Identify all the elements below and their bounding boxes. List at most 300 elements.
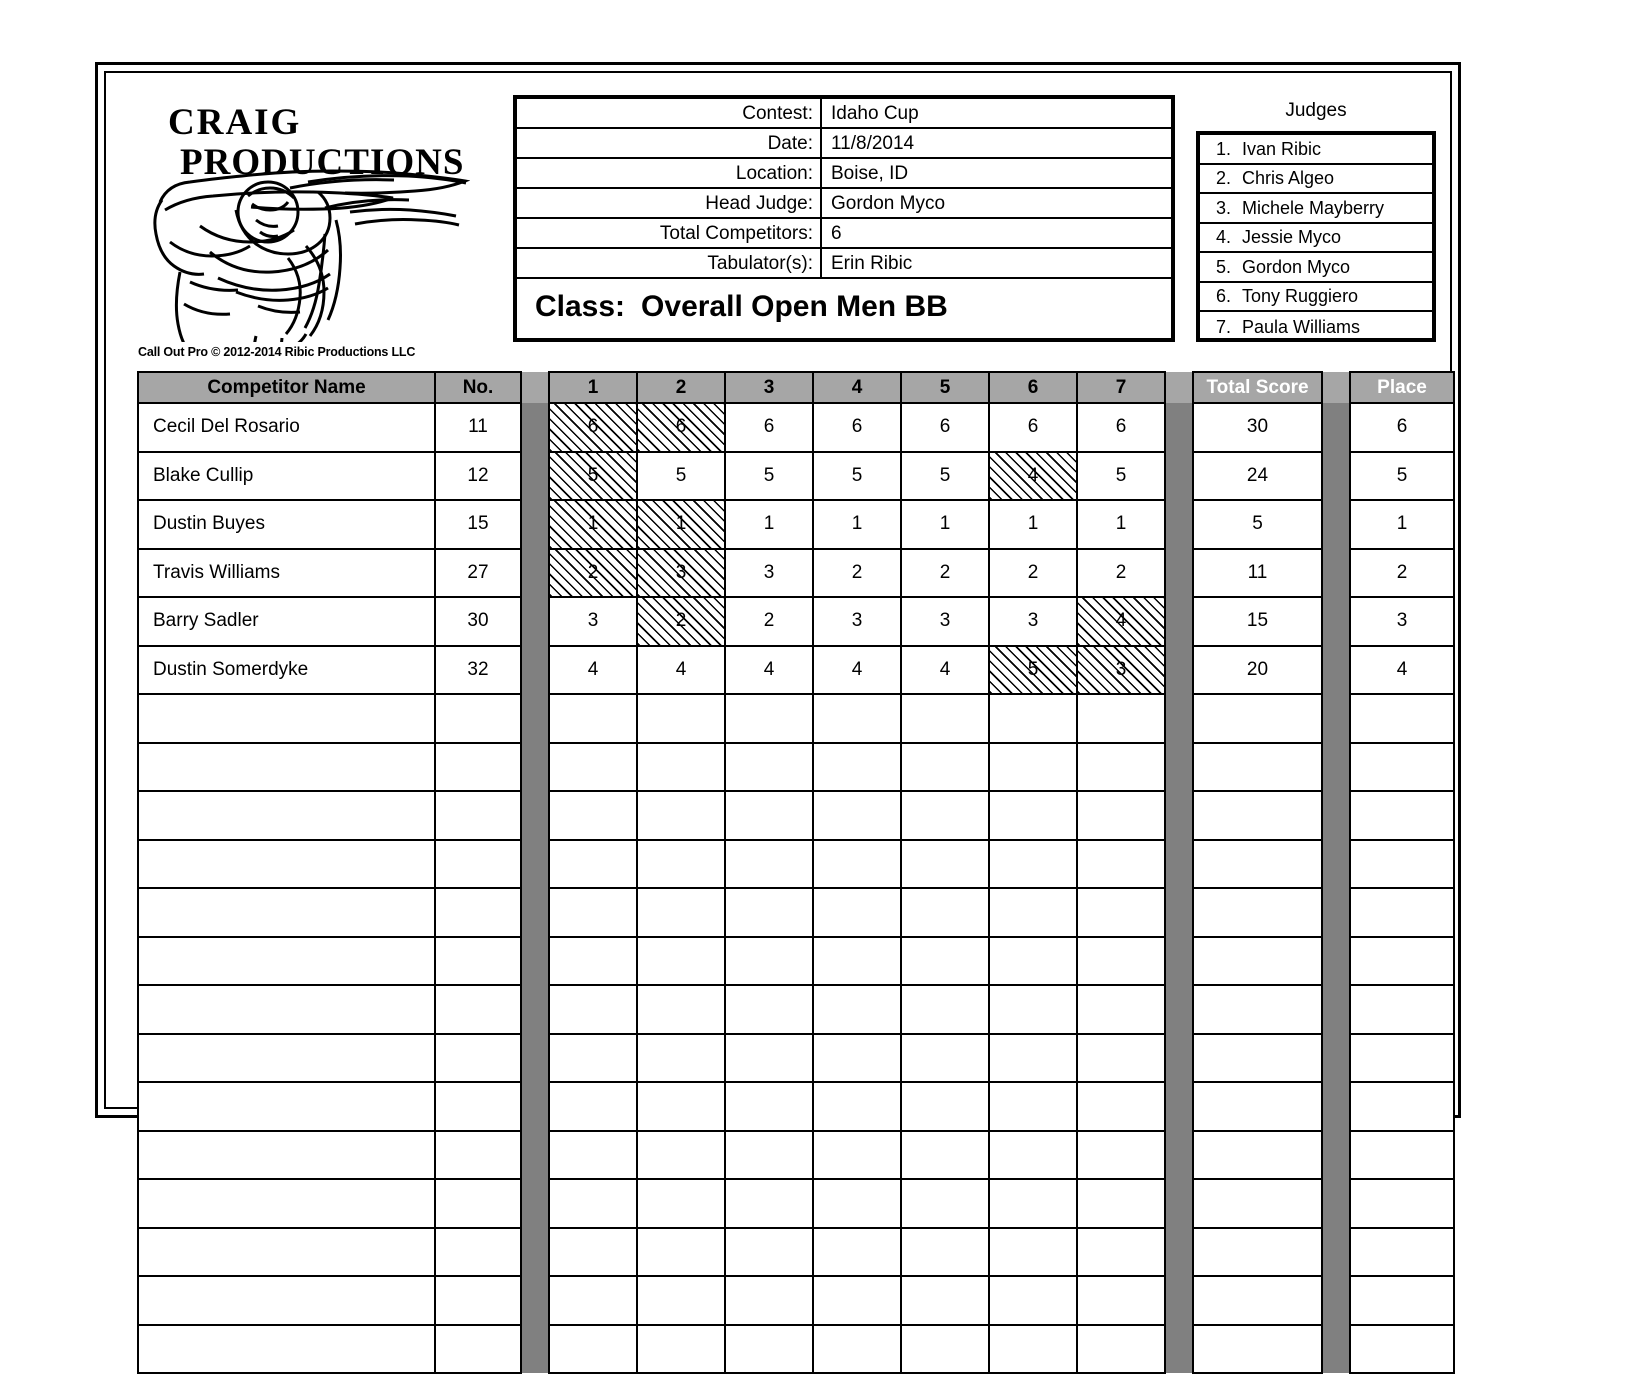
row-separator-mid [1165,1131,1193,1180]
cell-judge-score-2: 4 [637,646,725,695]
row-separator-mid [1165,985,1193,1034]
row-separator-mid [1165,597,1193,646]
cell-judge-score-4-empty [813,1179,901,1228]
cell-place: 3 [1350,597,1454,646]
info-value-tabulators: Erin Ribic [831,252,913,274]
cell-judge-score-7: 2 [1077,549,1165,598]
judges-title: Judges [1285,100,1347,121]
row-separator-left [521,1034,549,1083]
cell-total-score-empty [1193,840,1322,889]
cell-judge-score-6-empty [989,1276,1077,1325]
row-separator-mid [1165,791,1193,840]
cell-place-empty [1350,888,1454,937]
row-separator-left [521,1082,549,1131]
row-separator-left [521,597,549,646]
cell-judge-score-4: 5 [813,452,901,501]
cell-judge-score-2-dropped: 1 [637,500,725,549]
cell-competitor-name: Dustin Buyes [138,500,435,549]
table-row [138,597,1454,646]
judge-item-2 [1200,165,1432,195]
header-judge-7: 7 [1077,372,1165,403]
cell-total-score: 5 [1193,500,1322,549]
cell-judge-score-6: 2 [989,549,1077,598]
info-value-date: 11/8/2014 [831,132,915,154]
table-row-empty [138,840,1454,889]
info-label-contest: Contest: [517,99,822,127]
cell-judge-score-6-empty [989,1034,1077,1083]
row-separator-right [1322,1325,1350,1374]
judge-number-4: 4. [1216,227,1232,248]
info-label-location: Location: [517,159,822,187]
judge-item-6 [1200,283,1432,313]
cell-competitor-name-empty [138,937,435,986]
cell-competitor-number: 15 [435,500,521,549]
cell-place-empty [1350,694,1454,743]
row-separator-mid [1165,1325,1193,1374]
header-place: Place [1350,372,1454,403]
info-label-total-competitors: Total Competitors: [517,219,822,247]
judge-item-4 [1200,224,1432,254]
cell-competitor-name-empty [138,840,435,889]
cell-judge-score-2-empty [637,985,725,1034]
cell-competitor-name: Travis Williams [138,549,435,598]
cell-judge-score-4-empty [813,1082,901,1131]
cell-judge-score-7-empty [1077,743,1165,792]
row-separator-mid [1165,1082,1193,1131]
cell-competitor-number-empty [435,1131,521,1180]
cell-judge-score-3-empty [725,888,813,937]
cell-judge-score-1-empty [549,1034,637,1083]
svg-text:PRODUCTIONS: PRODUCTIONS [180,142,465,183]
info-label-head-judge: Head Judge: [517,189,822,217]
cell-place: 6 [1350,403,1454,452]
judge-name-2: Chris Algeo [1242,168,1335,189]
row-separator-right [1322,743,1350,792]
cell-judge-score-1-empty [549,1325,637,1374]
cell-judge-score-1-empty [549,985,637,1034]
cell-judge-score-6-empty [989,743,1077,792]
table-row-empty [138,1325,1454,1374]
cell-judge-score-5: 3 [901,597,989,646]
cell-place-empty [1350,1131,1454,1180]
cell-total-score-empty [1193,1082,1322,1131]
cell-judge-score-6-empty [989,694,1077,743]
cell-competitor-number-empty [435,743,521,792]
cell-judge-score-3-empty [725,1276,813,1325]
table-row [138,500,1454,549]
cell-judge-score-2-empty [637,1131,725,1180]
cell-judge-score-1-empty [549,1179,637,1228]
cell-judge-score-7-empty [1077,985,1165,1034]
cell-total-score-empty [1193,1179,1322,1228]
cell-judge-score-4-empty [813,985,901,1034]
cell-place-empty [1350,840,1454,889]
cell-competitor-name-empty [138,743,435,792]
table-row-empty [138,1228,1454,1277]
cell-judge-score-6-empty [989,1179,1077,1228]
header-judge-1: 1 [549,372,637,403]
cell-total-score: 15 [1193,597,1322,646]
judge-item-3 [1200,194,1432,224]
cell-judge-score-3: 1 [725,500,813,549]
cell-place: 4 [1350,646,1454,695]
craig-productions-logo [140,92,470,342]
cell-judge-score-3: 4 [725,646,813,695]
cell-judge-score-5-empty [901,694,989,743]
info-row-tabulators [517,249,1171,279]
cell-judge-score-1: 3 [549,597,637,646]
judge-name-7: Paula Williams [1242,316,1361,337]
cell-competitor-number: 11 [435,403,521,452]
cell-place-empty [1350,985,1454,1034]
header-judge-5: 5 [901,372,989,403]
cell-judge-score-1-empty [549,1276,637,1325]
cell-place-empty [1350,937,1454,986]
cell-judge-score-6-empty [989,937,1077,986]
cell-judge-score-5-empty [901,1131,989,1180]
judge-name-3: Michele Mayberry [1242,197,1385,218]
judge-number-7: 7. [1216,316,1232,337]
cell-judge-score-6-empty [989,888,1077,937]
cell-competitor-name-empty [138,1325,435,1374]
row-separator-left [521,1325,549,1374]
row-separator-mid [1165,840,1193,889]
cell-judge-score-1-empty [549,888,637,937]
cell-place: 1 [1350,500,1454,549]
class-label: Class: [535,290,626,323]
judge-number-5: 5. [1216,256,1232,277]
info-value-contest: Idaho Cup [831,102,919,124]
cell-judge-score-1-empty [549,743,637,792]
cell-competitor-name-empty [138,1179,435,1228]
cell-total-score-empty [1193,888,1322,937]
row-separator-right [1322,452,1350,501]
row-separator-left [521,937,549,986]
cell-judge-score-1-empty [549,840,637,889]
cell-judge-score-1-empty [549,694,637,743]
judge-name-5: Gordon Myco [1242,256,1351,277]
cell-judge-score-7-empty [1077,1034,1165,1083]
table-header-row [138,372,1454,403]
cell-competitor-number: 27 [435,549,521,598]
cell-place-empty [1350,1034,1454,1083]
row-separator-right [1322,1034,1350,1083]
cell-judge-score-6-empty [989,1131,1077,1180]
row-separator-left [521,452,549,501]
cell-competitor-name-empty [138,888,435,937]
table-row-empty [138,1131,1454,1180]
cell-competitor-number-empty [435,985,521,1034]
header-judge-6: 6 [989,372,1077,403]
cell-total-score-empty [1193,1131,1322,1180]
cell-judge-score-2-empty [637,888,725,937]
cell-total-score: 30 [1193,403,1322,452]
cell-judge-score-1-empty [549,1228,637,1277]
cell-judge-score-7-empty [1077,1179,1165,1228]
bodybuilder-logo-icon [140,92,470,342]
row-separator-right [1322,597,1350,646]
cell-judge-score-2-dropped: 2 [637,597,725,646]
cell-judge-score-2: 5 [637,452,725,501]
cell-competitor-number-empty [435,1179,521,1228]
cell-judge-score-3-empty [725,840,813,889]
cell-judge-score-5-empty [901,937,989,986]
row-separator-mid [1165,743,1193,792]
cell-judge-score-6-empty [989,1228,1077,1277]
table-row-empty [138,791,1454,840]
row-separator-right [1322,549,1350,598]
table-row-empty [138,694,1454,743]
cell-judge-score-2-empty [637,1276,725,1325]
row-separator-mid [1165,694,1193,743]
cell-judge-score-6-dropped: 5 [989,646,1077,695]
cell-competitor-number: 30 [435,597,521,646]
table-row [138,646,1454,695]
cell-judge-score-3-empty [725,791,813,840]
info-value-location: Boise, ID [831,162,909,184]
cell-judge-score-7-empty [1077,694,1165,743]
cell-competitor-number-empty [435,1082,521,1131]
cell-judge-score-4-empty [813,1131,901,1180]
cell-judge-score-1-dropped: 1 [549,500,637,549]
header-judge-3: 3 [725,372,813,403]
cell-place-empty [1350,1325,1454,1374]
cell-judge-score-6-dropped: 4 [989,452,1077,501]
cell-judge-score-2-empty [637,1228,725,1277]
cell-judge-score-4-empty [813,1034,901,1083]
cell-judge-score-4: 4 [813,646,901,695]
cell-judge-score-5-empty [901,743,989,792]
cell-total-score-empty [1193,985,1322,1034]
row-separator-right [1322,985,1350,1034]
cell-judge-score-3: 2 [725,597,813,646]
cell-competitor-number: 12 [435,452,521,501]
table-row-empty [138,985,1454,1034]
cell-judge-score-4-empty [813,694,901,743]
cell-competitor-number-empty [435,840,521,889]
cell-judge-score-4-empty [813,840,901,889]
cell-total-score-empty [1193,1276,1322,1325]
info-row-date [517,129,1171,159]
cell-judge-score-5-empty [901,1228,989,1277]
cell-competitor-name-empty [138,1082,435,1131]
row-separator-right [1322,1179,1350,1228]
cell-judge-score-5: 5 [901,452,989,501]
cell-total-score-empty [1193,791,1322,840]
cell-judge-score-7-empty [1077,937,1165,986]
svg-text:CRAIG: CRAIG [168,102,302,143]
header-total-score: Total Score [1193,372,1322,403]
cell-judge-score-5-empty [901,1082,989,1131]
cell-judge-score-2-empty [637,840,725,889]
cell-judge-score-5-empty [901,888,989,937]
cell-competitor-name-empty [138,1276,435,1325]
judge-item-1 [1200,135,1432,165]
cell-judge-score-7-empty [1077,1228,1165,1277]
cell-judge-score-4-empty [813,1276,901,1325]
cell-judge-score-7: 5 [1077,452,1165,501]
cell-competitor-name-empty [138,1034,435,1083]
header-separator-right [1322,372,1350,403]
cell-judge-score-4-empty [813,743,901,792]
row-separator-mid [1165,1228,1193,1277]
cell-judge-score-7-empty [1077,1325,1165,1374]
cell-judge-score-7: 6 [1077,403,1165,452]
header-number: No. [435,372,521,403]
cell-judge-score-7-dropped: 4 [1077,597,1165,646]
row-separator-left [521,743,549,792]
cell-judge-score-6: 6 [989,403,1077,452]
info-label-date: Date: [517,129,822,157]
cell-total-score-empty [1193,1034,1322,1083]
copyright-text: Call Out Pro © 2012-2014 Ribic Productions LLC [138,345,416,359]
cell-competitor-number-empty [435,791,521,840]
cell-judge-score-7-empty [1077,791,1165,840]
info-label-tabulators: Tabulator(s): [517,249,822,277]
cell-total-score: 11 [1193,549,1322,598]
cell-judge-score-4-empty [813,791,901,840]
cell-competitor-number-empty [435,937,521,986]
cell-judge-score-6-empty [989,1325,1077,1374]
header-separator-mid [1165,372,1193,403]
judge-number-2: 2. [1216,168,1232,189]
cell-judge-score-3-empty [725,937,813,986]
row-separator-right [1322,1276,1350,1325]
row-separator-left [521,888,549,937]
cell-judge-score-6: 3 [989,597,1077,646]
cell-judge-score-1-empty [549,937,637,986]
cell-judge-score-5-empty [901,1276,989,1325]
cell-judge-score-4-empty [813,1228,901,1277]
cell-competitor-number-empty [435,1034,521,1083]
judge-name-1: Ivan Ribic [1242,138,1322,159]
table-row-empty [138,1082,1454,1131]
cell-judge-score-2-empty [637,937,725,986]
cell-judge-score-6-empty [989,840,1077,889]
judge-number-3: 3. [1216,197,1232,218]
cell-judge-score-7-empty [1077,840,1165,889]
cell-judge-score-3: 3 [725,549,813,598]
cell-judge-score-5-empty [901,1325,989,1374]
cell-judge-score-3-empty [725,1179,813,1228]
row-separator-mid [1165,937,1193,986]
row-separator-right [1322,1228,1350,1277]
cell-judge-score-7: 1 [1077,500,1165,549]
cell-judge-score-3-empty [725,1228,813,1277]
cell-judge-score-4: 2 [813,549,901,598]
cell-judge-score-1-dropped: 5 [549,452,637,501]
contest-info-box [513,95,1175,342]
info-row-head-judge [517,189,1171,219]
header-judge-2: 2 [637,372,725,403]
table-row-empty [138,1276,1454,1325]
row-separator-left [521,694,549,743]
cell-judge-score-2-empty [637,694,725,743]
judge-name-4: Jessie Myco [1242,227,1342,248]
cell-judge-score-4-empty [813,1325,901,1374]
info-row-total-competitors [517,219,1171,249]
cell-judge-score-5: 1 [901,500,989,549]
cell-judge-score-4: 6 [813,403,901,452]
cell-judge-score-3-empty [725,1325,813,1374]
row-separator-right [1322,1131,1350,1180]
scoring-table [137,371,1455,1374]
cell-competitor-name-empty [138,985,435,1034]
cell-competitor-name: Barry Sadler [138,597,435,646]
class-row [517,279,1171,335]
cell-place-empty [1350,1276,1454,1325]
row-separator-left [521,1131,549,1180]
row-separator-right [1322,937,1350,986]
cell-competitor-number-empty [435,1325,521,1374]
table-row [138,403,1454,452]
row-separator-right [1322,1082,1350,1131]
cell-judge-score-2-dropped: 6 [637,403,725,452]
cell-judge-score-1-empty [549,791,637,840]
cell-judge-score-6: 1 [989,500,1077,549]
cell-judge-score-3-empty [725,1082,813,1131]
cell-judge-score-5-empty [901,985,989,1034]
table-row [138,549,1454,598]
table-row-empty [138,743,1454,792]
cell-judge-score-2-dropped: 3 [637,549,725,598]
cell-judge-score-3-empty [725,1034,813,1083]
cell-judge-score-2-empty [637,791,725,840]
cell-judge-score-1-empty [549,1082,637,1131]
cell-place-empty [1350,1082,1454,1131]
row-separator-right [1322,888,1350,937]
header-competitor-name: Competitor Name [138,372,435,403]
cell-total-score: 24 [1193,452,1322,501]
row-separator-mid [1165,1179,1193,1228]
cell-judge-score-3-empty [725,743,813,792]
cell-judge-score-7-dropped: 3 [1077,646,1165,695]
cell-total-score-empty [1193,743,1322,792]
row-separator-mid [1165,1276,1193,1325]
row-separator-mid [1165,452,1193,501]
scoring-table-wrap [137,371,1455,1109]
cell-judge-score-5-empty [901,1034,989,1083]
cell-judge-score-4: 3 [813,597,901,646]
info-value-head-judge: Gordon Myco [831,192,946,214]
row-separator-right [1322,840,1350,889]
row-separator-mid [1165,403,1193,452]
cell-place-empty [1350,791,1454,840]
row-separator-left [521,985,549,1034]
cell-judge-score-3: 6 [725,403,813,452]
cell-judge-score-5-empty [901,791,989,840]
cell-judge-score-2-empty [637,1034,725,1083]
cell-judge-score-6-empty [989,791,1077,840]
table-row [138,452,1454,501]
header-separator-left [521,372,549,403]
cell-competitor-name-empty [138,694,435,743]
row-separator-mid [1165,549,1193,598]
cell-competitor-number: 32 [435,646,521,695]
cell-judge-score-7-empty [1077,1131,1165,1180]
judge-item-5 [1200,253,1432,283]
cell-total-score: 20 [1193,646,1322,695]
cell-competitor-number-empty [435,1276,521,1325]
cell-place-empty [1350,1228,1454,1277]
row-separator-left [521,549,549,598]
cell-judge-score-1-dropped: 6 [549,403,637,452]
info-value-total-competitors: 6 [831,222,842,244]
cell-judge-score-3: 5 [725,452,813,501]
cell-judge-score-6-empty [989,1082,1077,1131]
row-separator-left [521,1179,549,1228]
cell-competitor-name-empty [138,791,435,840]
